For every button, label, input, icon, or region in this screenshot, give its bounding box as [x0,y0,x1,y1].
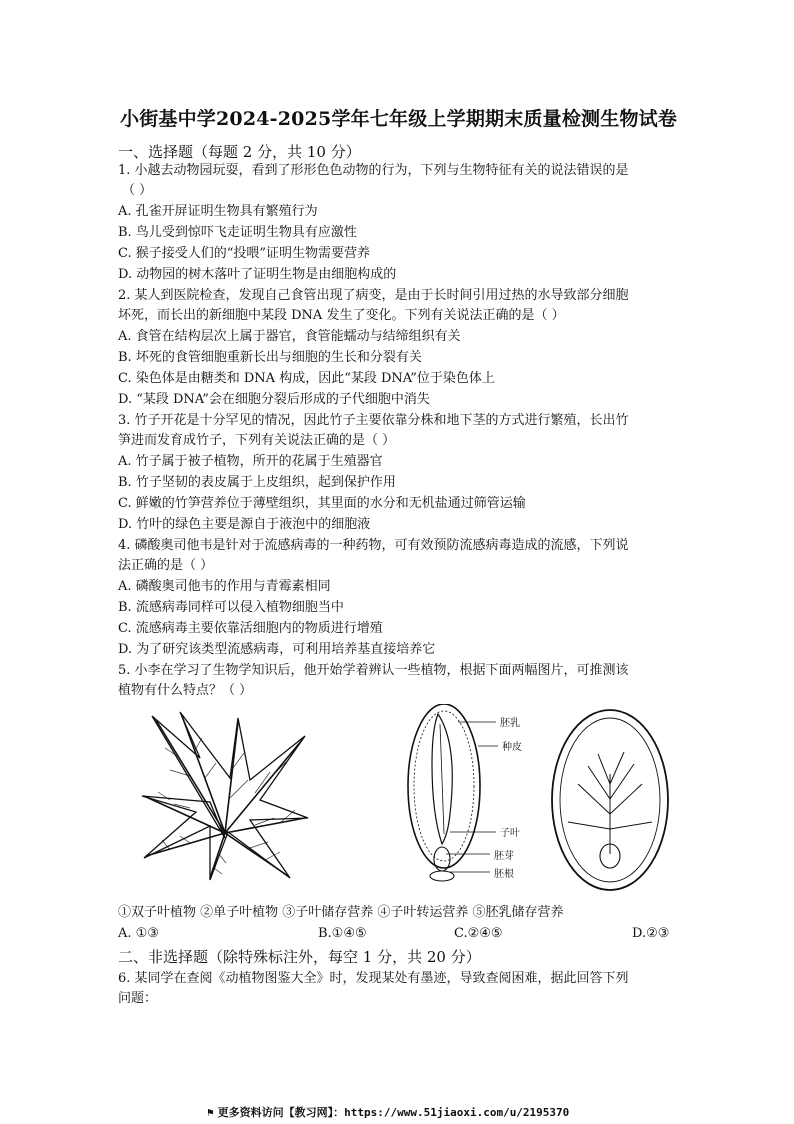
question-4-option-a: A. 磷酸奥司他韦的作用与青霉素相同 [118,579,331,594]
question-1-stem: 1. 小越去动物园玩耍，看到了形形色色动物的行为，下列与生物特征有关的说法错误的是 [118,163,629,178]
question-4-option-c: C. 流感病毒主要依靠活细胞内的物质进行增殖 [118,621,383,636]
question-5-answer-c: C.②④⑤ [454,926,503,941]
question-3-stem-line2: 笋进而发育成竹子，下列有关说法正确的是（ ） [118,433,396,448]
leaf-figure [140,708,310,882]
question-2-option-a: A. 食管在结构层次上属于器官，食管能蠕动与结缔组织有关 [118,329,461,344]
page-title: 小街基中学2024-2025学年七年级上学期期末质量检测生物试卷 [120,108,678,130]
question-1-option-b: B. 鸟儿受到惊吓飞走证明生物具有应激性 [118,225,357,240]
seed-label-radicle: 胚根 [494,869,514,880]
question-4-option-d: D. 为了研究该类型流感病毒，可利用培养基直接培养它 [118,642,436,657]
question-4-stem-line2: 法正确的是（ ） [118,558,214,573]
question-2-option-c: C. 染色体是由糖类和 DNA 构成，因此“某段 DNA”位于染色体上 [118,371,495,386]
question-5-stem-line2: 植物有什么特点？（ ） [118,683,253,698]
flag-icon: ⚑ [207,1106,214,1119]
question-6-stem-line2: 问题： [118,991,158,1006]
question-3-stem-line1: 3. 竹子开花是十分罕见的情况，因此竹子主要依靠分株和地下茎的方式进行繁殖，长出竹 [118,413,629,428]
question-3-option-c: C. 鲜嫩的竹笋营养位于薄壁组织，其里面的水分和无机盐通过筛管运输 [118,496,526,511]
section-heading-nonchoice: 二、非选择题（除特殊标注外，每空 1 分，共 20 分） [118,948,481,966]
question-1-answer-paren: （ ） [122,183,153,198]
question-2-stem-line2: 坏死，而长出的新细胞中某段 DNA 发生了变化。下列有关说法正确的是（ ） [118,308,565,323]
question-5-answer-d: D.②③ [632,926,670,941]
question-5-answer-row [118,926,678,944]
seed-label-seed-coat: 种皮 [502,742,522,753]
question-2-stem-line1: 2. 某人到医院检查，发现自己食管出现了病变，是由于长时间引用过热的水导致部分细胞 [118,288,629,303]
question-1-option-a: A. 孔雀开屏证明生物具有繁殖行为 [118,204,318,219]
section-heading-choice: 一、选择题（每题 2 分，共 10 分） [118,143,361,161]
question-5-figures [118,704,678,900]
seed-label-cotyledon: 子叶 [500,828,520,839]
question-2-option-d: D. “某段 DNA”会在细胞分裂后形成的子代细胞中消失 [118,392,430,407]
question-3-option-d: D. 竹叶的绿色主要是源自于液泡中的细胞液 [118,517,371,532]
question-6-stem-line1: 6. 某同学在查阅《动植物图鉴大全》时，发现某处有墨迹，导致查阅困难，据此回答下列 [118,971,629,986]
seed-label-endosperm: 胚乳 [500,718,520,729]
question-5-stem-line1: 5. 小李在学习了生物学知识后，他开始学着辨认一些植物，根据下面两幅图片，可推测该 [118,663,629,678]
seed-label-plumule: 胚芽 [494,851,514,862]
question-5-choices: ①双子叶植物 ②单子叶植物 ③子叶储存营养 ④子叶转运营养 ⑤胚乳储存营养 [118,905,564,920]
question-1-option-c: C. 猴子接受人们的“投喂”证明生物需要营养 [118,246,371,261]
question-2-option-b: B. 坏死的食管细胞重新长出与细胞的生长和分裂有关 [118,350,422,365]
question-3-option-a: A. 竹子属于被子植物，所开的花属于生殖器官 [118,454,383,469]
question-5-answer-b: B.①④⑤ [318,926,367,941]
question-4-option-b: B. 流感病毒同样可以侵入植物细胞当中 [118,600,344,615]
seed-structure-figure [398,704,673,894]
question-4-stem-line1: 4. 磷酸奥司他韦是针对于流感病毒的一种药物，可有效预防流感病毒造成的流感，下列说 [118,538,629,553]
footer-text: 更多资料访问【教习网】：https://www.51jiaoxi.com/u/2195370 [217,1106,570,1119]
footer-link[interactable] [207,1104,569,1120]
question-3-option-b: B. 竹子坚韧的表皮属于上皮组织，起到保护作用 [118,475,396,490]
question-1-option-d: D. 动物园的树木落叶了证明生物是由细胞构成的 [118,267,397,282]
question-5-answer-a: A. ①③ [118,926,159,941]
